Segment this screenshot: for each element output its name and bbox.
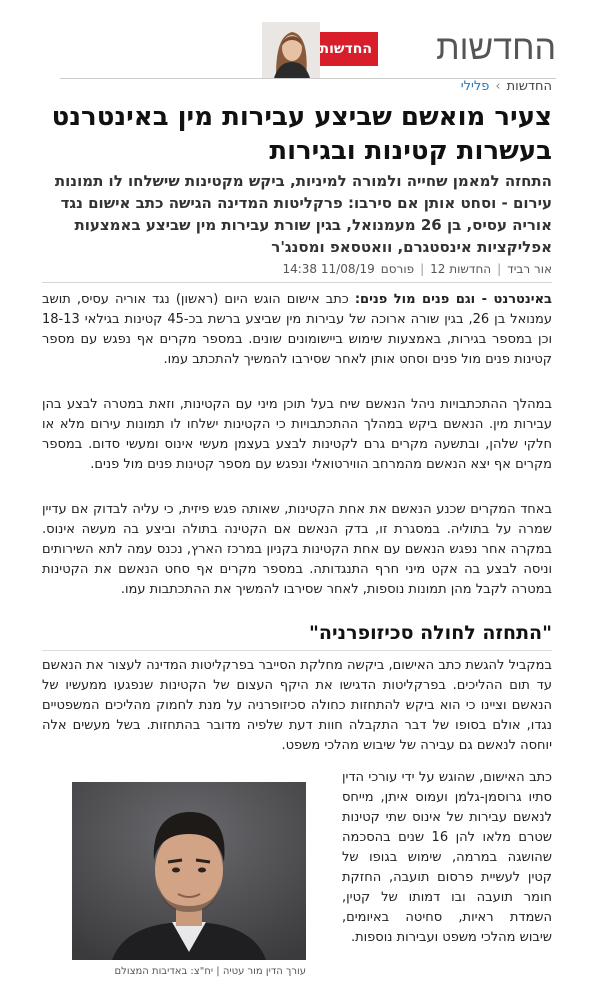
article-photo[interactable] [72, 782, 306, 960]
section-divider [42, 650, 552, 651]
article-byline: אור רביד | החדשות 12 | פורסם 11/08/19 14:38 [282, 262, 552, 276]
article-headline: צעיר מואשם שביצע עבירות מין באינטרנט בעשרות קטינות ובגירות [51, 102, 552, 166]
breadcrumb-section[interactable]: פלילי [460, 79, 490, 94]
breadcrumb [461, 79, 552, 94]
article-paragraph-2: במהלך ההתכתבויות ניהל הנאשם שיח בעל תוכן מיני עם הקטינות, וזאת במטרה לבצע בהן עבירות מין. הנאשם ביקש במהלך ההתכתבויות כי הקטינות ישלחו לו תמונות עירום מלא או חלקי שלהן, ובתשעה מקרים גרם לקטינות לבצע בעצמן מעשי אינוס ומעשי סדום. במספר מקרים אף יצא הנאשם מהמרחב הווירטואלי ונפגש עם מספר קטינות פנים מול פנים. [42, 397, 552, 472]
byline-divider [42, 282, 552, 283]
paragraph-lead: באינטרנט - וגם פנים מול פנים: [354, 292, 552, 307]
channel-label: החדשות [319, 41, 372, 57]
published-label: פורסם [380, 262, 415, 276]
article-paragraph-5: כתב האישום, שהוגש על ידי עורכי הדין סתיו גרוסמן-גלמן ועמוס איתן, מייחס לנאשם עבירות של אינוס שתי קטינות שטרם מלאו להן 16 שנים בהסכמה שהושגה במרמה, שימוש בגופו של קטין לעשיית פרסום תועבה, החזקת חומר תועבה ובו דמותו של קטין, השמדת ראיות, סחיטה באיומים, שיבוש מהלכי משפט ועבירות נוספות. [342, 770, 552, 945]
article-paragraph-1 [42, 290, 552, 370]
author-name[interactable]: אור רביד [507, 262, 552, 276]
breadcrumb-home[interactable]: החדשות [506, 79, 552, 94]
source-name: החדשות 12 [430, 262, 492, 276]
section-heading: "התחזה לחולה סכיזופרניה" [309, 622, 552, 644]
published-date: 11/08/19 14:38 [282, 262, 375, 276]
paragraph-text: כתב אישום הוגש היום (ראשון) נגד אוריה עסיס, תושב עמנואל בן 26, בגין שורה ארוכה של עבירות מין שביצע ברשת בכ-45 קטינות בגילאי 18-13 וכן במספר בגירות, באמצעות שימוש ביישומונים שונים. במספר מקרים אף נפגש עם מספר קטינות פנים מול פנים וסחט אותן לאחר שסירבו להמשיך להתכתב עמו. [42, 292, 553, 367]
article-subhead: התחזה למאמן שחייה ולמורה למיניות, ביקש מקטינות שישלחו לו תמונות עירום - וסחט אותן אם סירבו: פרקליטות המדינה הגישה כתב אישום נגד אוריה עסיס, בן 26 מעמנואל, בגין שורת עבירות מין שביצע באמצעות אפליקציות אינסטגרם, וואטסאפ ומסנג'ר [54, 172, 552, 256]
site-header [0, 20, 600, 80]
breadcrumb-separator: › [495, 79, 501, 94]
article-paragraph-3: באחד המקרים שכנע הנאשם את אחת הקטינות, שאותה פגש פיזית, כי עליה לבדוק אם עדיין שמרה על בתוליה. במסגרת זו, בדק הנאשם אם הקטינה בתולה וביצע בה מעשה אינוס. במקרה אחר נפגש הנאשם עם אחת הקטינות בקניון במרכז הארץ, נכנס עמה לתא השירותים וניסה לבצע בה אקט מיני חרף התנגדותה. במספר מקרים אף סחט הנאשם את הקטינות במטרה לקבל מהן תמונות נוספות, לאחר שסירבו להמשיך את ההתכתבות עמו. [42, 502, 552, 597]
presenter-photo [262, 22, 320, 78]
photo-caption: עורך הדין מור עטיה | יח"צ: באדיבות המצולם [114, 966, 306, 977]
article-paragraph-4: במקביל להגשת כתב האישום, ביקשה מחלקת הסייבר בפרקליטות המדינה לעצור את הנאשם עד תום ההליכים. בפרקליטות הדגישו את היקף העצום של הקטינות שנפגעו ממעשיו של הנאשם וציינו כי הוא ביקש להתחזות כחולה סכיזופרניה על מנת לחמוק מהליכים המשפטיים נגדו, אולם בסופו של דבר התקבלה חוות דעת שלפיה מדובר בהתחזות. בשל מעשים אלה יוחסה לנאשם גם עבירה של שיבוש מהלכי משפט. [42, 658, 552, 753]
site-logo[interactable]: החדשות [436, 28, 556, 68]
